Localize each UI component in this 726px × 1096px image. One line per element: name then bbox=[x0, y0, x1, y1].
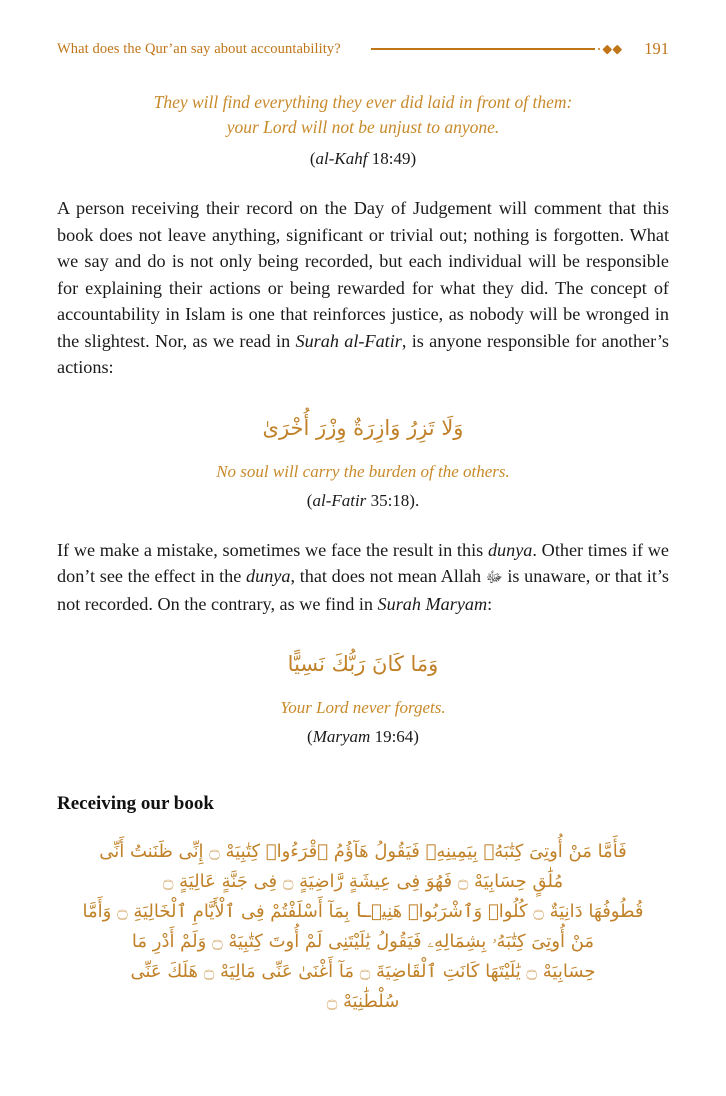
body-paragraph-1 bbox=[57, 195, 669, 381]
running-header bbox=[57, 32, 669, 66]
arabic-passage-line-4: مَنْ أُوتِىَ كِتَٰبَهُۥ بِشِمَالِهِۦ فَيَقُولُ يَٰلَيْتَنِى لَمْ أُوتَ كِتَٰبِيَهْ ۝ وَلَمْ أَدْرِ مَا bbox=[131, 931, 595, 952]
citation-reference: 35:18). bbox=[366, 490, 420, 510]
paragraph-2-part-3: , that does not mean Allah bbox=[290, 566, 486, 586]
diamond-ornament-icon bbox=[602, 44, 611, 53]
paragraph-2-italic-dunya-1: dunya bbox=[487, 539, 533, 560]
citation-surah-name: al-Kahf bbox=[315, 149, 368, 168]
horizontal-rule-icon bbox=[371, 48, 595, 49]
arabic-passage-line-5: حِسَابِيَهْ ۝ يَٰلَيْتَهَا كَانَتِ ٱلْقَاضِيَةَ ۝ مَآ أَغْنَىٰ عَنِّى مَالِيَهْ ۝ هَلَكَ عَنِّى bbox=[130, 961, 596, 982]
paragraph-1-text: A person receiving their record on the Day of Judgement will comment that this book does not leave anything, significant or trivial out; nothing is forgotten. What we say and do is not only being recorded, but each individual will be responsible for explaining their actions or being rewarded for what they did. The concept of accountability in Islam is one that reinforces justice, as nobody will be wronged in the slightest. Nor, as we read in bbox=[57, 198, 669, 351]
arabic-verse-al-fatir: وَلَا تَزِرُ وَازِرَةٌ وِزْرَ أُخْرَىٰ bbox=[262, 415, 464, 440]
translation-al-fatir: No soul will carry the burden of the others. bbox=[216, 461, 510, 481]
citation-open-paren: ( bbox=[307, 727, 313, 746]
section-heading-receiving-our-book: Receiving our book bbox=[57, 793, 214, 814]
arabic-passage-line-1: فَأَمَّا مَنْ أُوتِىَ كِتَٰبَهُۥ بِيَمِينِهِۦ فَيَقُولُ هَآؤُمُ ٱقْرَءُوا۟ كِتَٰبِيَهْ ۝ إِنِّى ظَنَنتُ أَنِّى bbox=[99, 841, 627, 862]
quran-quote-al-fatir bbox=[57, 411, 669, 511]
epigraph-citation bbox=[57, 149, 669, 169]
arabic-passage-line-2: مُلَٰقٍ حِسَابِيَهْ ۝ فَهُوَ فِى عِيشَةٍ رَّاضِيَةٍ ۝ فِى جَنَّةٍ عَالِيَةٍ ۝ bbox=[162, 871, 564, 892]
quran-quote-maryam bbox=[57, 647, 669, 747]
epigraph-line-1: They will find everything they ever did laid in front of them: bbox=[153, 92, 573, 112]
citation-maryam bbox=[57, 727, 669, 747]
paragraph-2-italic-dunya-2: dunya bbox=[246, 566, 291, 586]
arabic-passage-line-6: سُلْطَٰنِيَهْ ۝ bbox=[326, 991, 400, 1012]
citation-open-paren: ( bbox=[309, 149, 316, 168]
paragraph-2-part-4: is unaware, or that it’s not recorded. On the contrary, as we find in bbox=[57, 566, 670, 614]
paragraph-1-tail: , is anyone responsible for another’s actions: bbox=[57, 330, 669, 377]
paragraph-2-part-5: : bbox=[487, 593, 493, 614]
citation-surah-name: Maryam bbox=[312, 727, 371, 746]
citation-surah-name: al-Fatir bbox=[312, 490, 367, 510]
dot-ornament-icon bbox=[598, 48, 601, 51]
diamond-ornament-icon bbox=[612, 44, 621, 53]
epigraph-block bbox=[57, 90, 669, 169]
body-paragraph-2 bbox=[57, 537, 669, 618]
paragraph-1-italic-surah: Surah al-Fatir bbox=[295, 330, 402, 351]
page-number: 191 bbox=[644, 39, 669, 58]
citation-open-paren: ( bbox=[306, 490, 313, 510]
arabic-passage-line-3: قُطُوفُهَا دَانِيَةٌ ۝ كُلُوا۟ وَٱشْرَبُوا۟ هَنِيۤـاۢ بِمَآ أَسْلَفْتُمْ فِى ٱلْأَيَّامِ ٱلْخَالِيَةِ ۝ وَأَمَّا bbox=[82, 901, 644, 922]
allah-honorific-glyph-icon: ﷻ bbox=[485, 568, 503, 586]
paragraph-2-part-2: . Other times if we don’t see the effect in the bbox=[57, 539, 669, 586]
arabic-verse-maryam: وَمَا كَانَ رَبُّكَ نَسِيًّا bbox=[287, 652, 439, 676]
arabic-passage-al-haqqah bbox=[57, 837, 669, 1017]
paragraph-2-italic-surah-maryam: Surah Maryam bbox=[377, 593, 488, 614]
translation-maryam: Your Lord never forgets. bbox=[280, 698, 446, 717]
citation-reference: 18:49) bbox=[367, 149, 417, 168]
running-header-title: What does the Qur’an say about accountability? bbox=[57, 40, 341, 57]
header-ornament bbox=[371, 43, 620, 55]
epigraph-line-2: your Lord will not be unjust to anyone. bbox=[226, 117, 500, 137]
citation-reference: 19:64) bbox=[370, 727, 419, 746]
paragraph-2-part-1: If we make a mistake, sometimes we face the result in this bbox=[57, 539, 488, 560]
citation-al-fatir bbox=[57, 491, 669, 511]
